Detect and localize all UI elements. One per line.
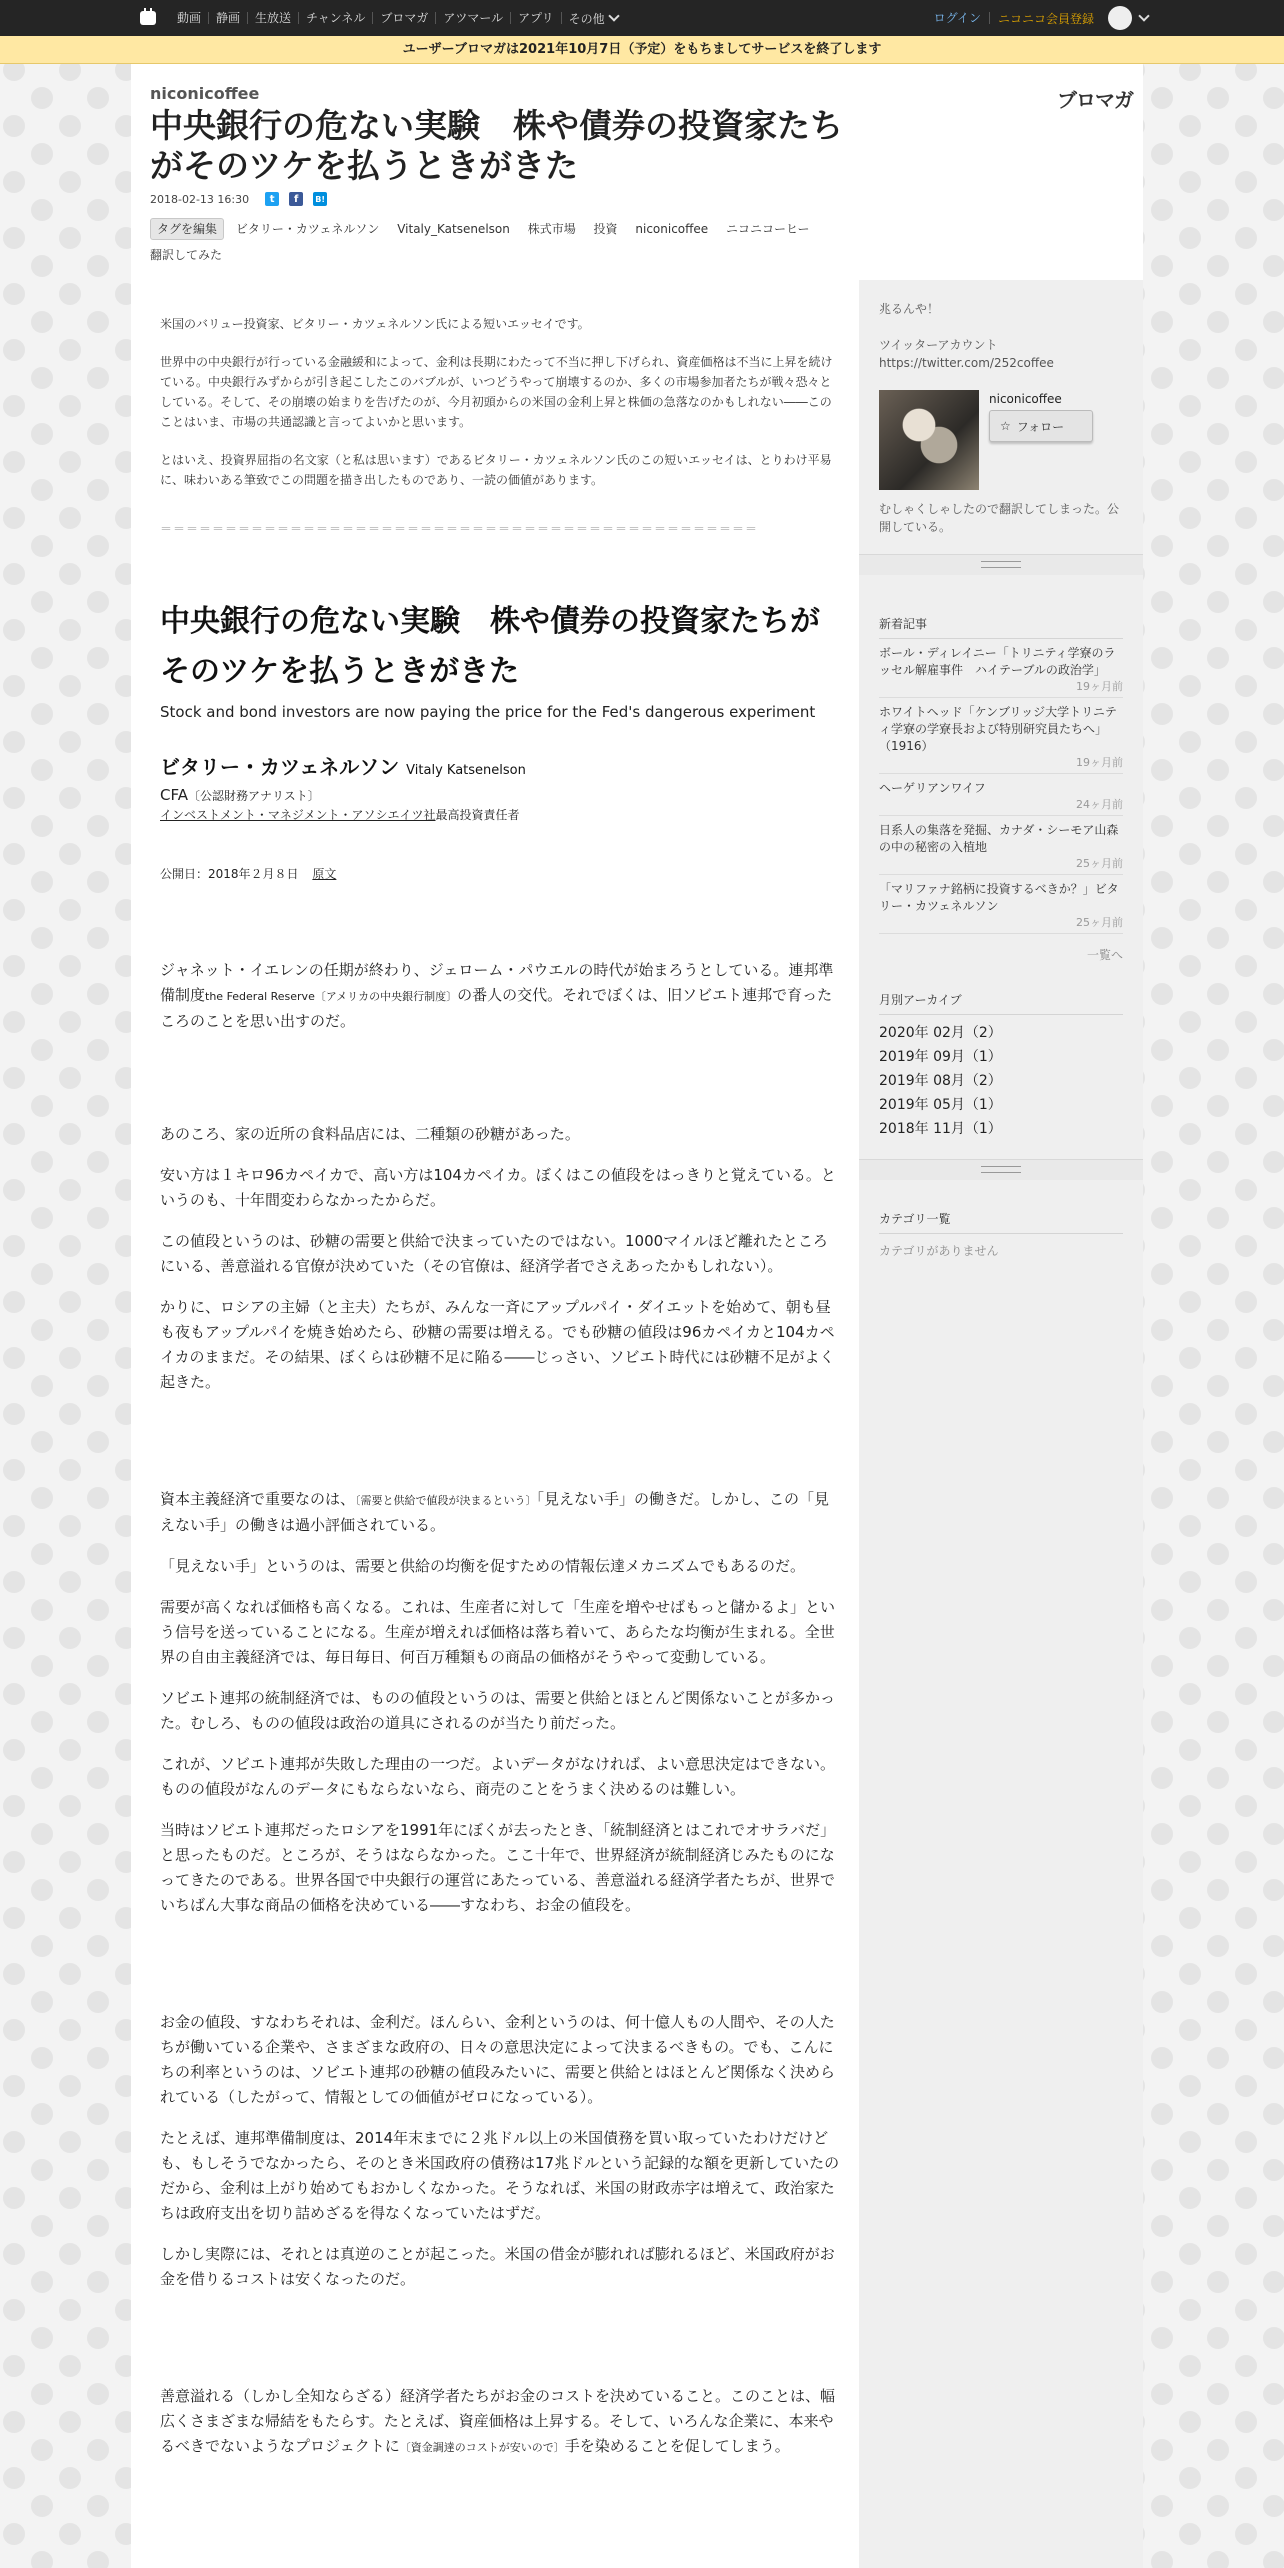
body-paragraph: この値段というのは、砂糖の需要と供給で決まっていたのではない。1000マイルほど離れたところにいる、善意溢れる官僚が決めていた（その官僚は、経済学者でさえあったかもしれない）。 [160, 1232, 828, 1275]
archive-item[interactable]: 2020年 02月（2） [879, 1025, 1002, 1041]
body-paragraph: 当時はソビエト連邦だったロシアを1991年にぼくが去ったとき、「統制経済とはこれでオサラバだ」と思ったものだ。ところが、そうはならなかった。ここ十年で、世界経済が統制経済じみたものになってきたのである。世界各国で中央銀行の運営にあたっている、善意溢れる経済学者たちが、世界でいちばん大事な商品の価格を決めている――すなわち、お金の値段を。 [160, 1821, 836, 1914]
body-paragraph: 善意溢れる（しかし全知ならざる）経済学者たちがお金のコストを決めていること。このことは、幅広くさまざまな帰結をもたらす。たとえば、資産価格は上昇する。そして、いろんな企業に、本来やるべきでないようなプロジェクトに〔資金調達のコストが安いので〕手を染めることを促してしまう。 [160, 2387, 836, 2455]
original-link[interactable]: 原文 [312, 867, 337, 881]
recent-post-item[interactable]: 日系人の集落を発掘、カナダ・シーモア山森の中の秘密の入植地 25ヶ月前 [879, 816, 1123, 875]
tag-item[interactable]: Vitaly_Katsenelson [397, 222, 510, 236]
spacer [160, 2308, 840, 2384]
archive-item[interactable]: 2019年 09月（1） [879, 1049, 1002, 1065]
body-paragraph: ジャネット・イエレンの任期が終わり、ジェローム・パウエルの時代が始まろうとしている。連邦準備制度the Federal Reserve〔アメリカの中央銀行制度〕の番人の交代。それでぼくは、旧ソビエト連邦で育ったころのことを思い出すのだ。 [160, 961, 834, 1030]
hatena-bookmark-icon[interactable]: B! [313, 192, 327, 206]
spacer [160, 882, 840, 958]
article-subtitle: Stock and bond investors are now paying the price for the Fed's dangerous experiment [160, 703, 816, 721]
collapse-handle[interactable] [859, 1159, 1143, 1180]
profile-account: ツイッターアカウント https://twitter.com/252coffee [879, 338, 1054, 370]
profile-user [879, 390, 1123, 490]
tag-list [150, 216, 850, 268]
cfa-label: CFA [160, 786, 188, 804]
spacer [160, 1934, 840, 2010]
tag-item[interactable]: 投資 [593, 222, 618, 236]
profile-panel [859, 280, 1143, 536]
post-date: 2018-02-13 16:30 [150, 192, 250, 206]
body-paragraph: たとえば、連邦準備制度は、2014年末までに２兆ドル以上の米国債務を買い取っていたわけだけども、もしそうでなかったら、そのとき米国政府の債務は17兆ドルという記録的な額を更新していたのだから、金利は上がり始めてもおかしくなかった。そうなれば、米国の財政赤字は増えて、政治家たちは政府支出を切り詰めざるを得なくなっていたはずだ。 [160, 2129, 840, 2222]
login-link[interactable]: ログイン [926, 12, 990, 24]
article-title: 中央銀行の危ない実験 株や債券の投資家たちがそのツケを払うときがきた [160, 604, 820, 689]
recent-post-item[interactable]: ホワイトヘッド「ケンブリッジ大学トリニティ学寮の学寮長および特別研究員たちへ」（1916） 19ヶ月前 [879, 698, 1123, 774]
register-link[interactable]: ニコニコ会員登録 [997, 11, 1094, 26]
recent-more-link[interactable]: 一覧へ [1086, 948, 1123, 962]
translator-intro [160, 314, 840, 490]
profile-photo[interactable] [879, 390, 979, 490]
archive-item[interactable]: 2019年 05月（1） [879, 1097, 1002, 1113]
article-body [160, 314, 840, 2476]
tag-item[interactable]: ビタリー・カツェネルソン [235, 222, 380, 236]
top-nav-left [140, 10, 625, 27]
nav-seiga[interactable]: 静画 [209, 12, 248, 24]
nav-live[interactable]: 生放送 [248, 12, 299, 24]
body-paragraph: ソビエト連邦の統制経済では、ものの値段というのは、需要と供給とほとんど関係ないことが多かった。むしろ、ものの値段は政治の道具にされるのが当たり前だった。 [160, 1689, 836, 1732]
body-paragraph: これが、ソビエト連邦が失敗した理由の一つだ。よいデータがなければ、よい意思決定はできない。ものの値段がなんのデータにもならないなら、商売のことをうまく決めるのは難しい。 [160, 1755, 836, 1798]
service-end-notice: ユーザーブロマガは2021年10月7日（予定）をもちましてサービスを終了します [0, 36, 1284, 64]
body-paragraph: 資本主義経済で重要なのは、〔需要と供給で値段が決まるという〕「見えない手」の働きだ。しかし、この「見えない手」の働きは過小評価されている。 [160, 1490, 830, 1534]
author-credential [160, 786, 840, 804]
author-name [160, 751, 840, 780]
profile-username[interactable]: niconicoffee [989, 392, 1062, 406]
follow-label: フォロー [1016, 419, 1065, 434]
profile-greeting: 兆るんや！ [879, 302, 940, 316]
spacer [160, 1411, 840, 1487]
archive-item[interactable]: 2019年 08月（2） [879, 1073, 1002, 1089]
body-paragraph: 安い方は１キロ96カペイカで、高い方は104カペイカ。ぼくはこの値段をはっきりと覚えている。というのも、十年間変わらなかったからだ。 [160, 1166, 836, 1209]
body-paragraph: 「見えない手」というのは、需要と供給の均衡を促すための情報伝達メカニズムでもあるのだ。 [160, 1557, 806, 1575]
author-name-jp: ビタリー・カツェネルソン [160, 755, 400, 779]
separator-line: ＝＝＝＝＝＝＝＝＝＝＝＝＝＝＝＝＝＝＝＝＝＝＝＝＝＝＝＝＝＝＝＝＝＝＝＝＝＝＝＝＝＝＝＝＝＝ [160, 522, 759, 536]
body-paragraph: かりに、ロシアの主婦（と主夫）たちが、みんな一斉にアップルパイ・ダイエットを始めて、朝も昼も夜もアップルパイを焼き始めたら、砂糖の需要は増える。でも砂糖の値段は96カペイカと104カペイカのままだ。その結果、ぼくらは砂糖不足に陥る――じっさい、ソビエト時代には砂糖不足がよく起きた。 [160, 1298, 835, 1391]
star-icon: ☆ [1000, 419, 1011, 433]
nav-app[interactable]: アプリ [511, 12, 562, 24]
archive-item[interactable]: 2018年 11月（1） [879, 1121, 1002, 1137]
nav-atsumaru[interactable]: アツマール [436, 12, 511, 24]
facebook-share-icon[interactable]: f [289, 192, 303, 206]
twitter-share-icon[interactable]: t [265, 192, 279, 206]
chevron-down-icon[interactable] [1138, 10, 1149, 21]
body-paragraph: あのころ、家の近所の食料品店には、二種類の砂糖があった。 [160, 1125, 580, 1143]
blog-name[interactable]: niconicoffee [150, 84, 260, 103]
body-paragraph: お金の値段、すなわちそれは、金利だ。ほんらい、金利というのは、何十億人もの人間や、その人たちが働いている企業や、さまざまな政府の、日々の意思決定によって決まるべきもの。でも、こんにちの利率というのは、ソビエト連邦の砂糖の値段みたいに、需要と供給とはほとんど関係なく決められている（したがって、情報としての価値がゼロになっている）。 [160, 2013, 836, 2106]
follow-button[interactable] [989, 410, 1093, 442]
collapse-handle[interactable] [859, 554, 1143, 575]
intro-paragraph: とはいえ、投資界屈指の名文家（と私は思います）であるビタリー・カツェネルソン氏のこの短いエッセイは、とりわけ平易に、味わいある筆致でこの問題を描き出したものであり、一読の価値があります。 [160, 453, 832, 487]
sidebar [859, 280, 1143, 2568]
edit-tags-button[interactable]: タグを編集 [150, 218, 224, 240]
tag-item[interactable]: 翻訳してみた [150, 248, 223, 262]
published-date: 公開日：2018年２月８日 [160, 867, 299, 881]
recent-posts-list [879, 639, 1123, 934]
nav-bromaga[interactable]: ブロマガ [373, 12, 436, 24]
nav-more-menu[interactable] [562, 10, 625, 27]
avatar[interactable] [1108, 6, 1132, 30]
category-panel [859, 1210, 1143, 1259]
affiliation-link[interactable]: インベストメント・マネジメント・アソシエイツ社 [160, 808, 436, 822]
nav-channel[interactable]: チャンネル [299, 12, 373, 24]
category-empty-text: カテゴリがありません [879, 1244, 999, 1258]
archive-heading: 月別アーカイブ [879, 991, 1123, 1015]
nav-douga[interactable]: 動画 [170, 12, 209, 24]
cfa-note: 〔公認財務アナリスト〕 [188, 789, 320, 803]
nav-more-label: その他 [568, 11, 605, 26]
intro-paragraph: 米国のバリュー投資家、ビタリー・カツェネルソン氏による短いエッセイです。 [160, 317, 590, 331]
profile-user-info [989, 390, 1093, 490]
category-heading: カテゴリ一覧 [879, 1210, 1123, 1234]
affiliation-role: 最高投資責任者 [435, 808, 520, 822]
recent-post-item[interactable]: 「マリファナ銘柄に投資するべきか？」ビタリー・カツェネルソン 25ヶ月前 [879, 875, 1123, 934]
recent-post-item[interactable]: ボール・ディレイニー「トリニティ学寮のラッセル解雇事件 ハイテーブルの政治学」 19ヶ月前 [879, 639, 1123, 698]
author-name-en: Vitaly Katsenelson [406, 763, 526, 778]
profile-description: むしゃくしゃしたので翻訳してしまった。公開している。 [879, 502, 1120, 534]
spacer [160, 1050, 840, 1122]
body-paragraph: しかし実際には、それとは真逆のことが起こった。米国の借金が膨れれば膨れるほど、米国政府がお金を借りるコストは安くなったのだ。 [160, 2245, 835, 2288]
body-paragraph: 需要が高くなれば価格も高くなる。これは、生産者に対して「生産を増やせばもっと儲かるよ」という信号を送っていることになる。生産が増えれば価格は落ち着いて、あらたな均衡が生まれる。全世界の自由主義経済では、毎日毎日、何百万種類もの商品の価格がそうやって変動している。 [160, 1598, 836, 1666]
tag-item[interactable]: 株式市場 [527, 222, 576, 236]
recent-posts-heading: 新着記事 [879, 615, 1123, 639]
tag-item[interactable]: niconicoffee [635, 222, 709, 236]
recent-post-item[interactable]: ヘーゲリアンワイフ 24ヶ月前 [879, 774, 1123, 816]
top-navigation-bar [0, 0, 1284, 36]
chevron-down-icon [608, 10, 619, 21]
top-nav-right [926, 6, 1148, 30]
page-container [131, 64, 1143, 2568]
author-affiliation [160, 806, 840, 823]
archive-list [879, 1021, 1123, 1141]
tag-item[interactable]: ニコニコーヒー [726, 222, 810, 236]
post-meta [150, 192, 327, 206]
bromaga-logo[interactable]: ブロマガ [1057, 88, 1133, 112]
publication-info [160, 865, 840, 882]
page-title: 中央銀行の危ない実験 株や債券の投資家たちがそのツケを払うときがきた [150, 106, 843, 185]
recent-posts-panel [859, 615, 1143, 1141]
niconico-tv-icon[interactable] [140, 11, 156, 25]
intro-paragraph: 世界中の中央銀行が行っている金融緩和によって、金利は長期にわたって不当に押し下げられ、資産価格は不当に上昇を続けている。中央銀行みずからが引き起こしたこのバブルが、いつどうやって崩壊するのか、多くの市場参加者たちが戦々恐々としている。そして、その崩壊の始まりを告げたのが、今月初頭からの米国の金利上昇と株価の急落なのかもしれない――このことはいま、市場の共通認識と言ってよいかと思います。 [160, 355, 833, 429]
